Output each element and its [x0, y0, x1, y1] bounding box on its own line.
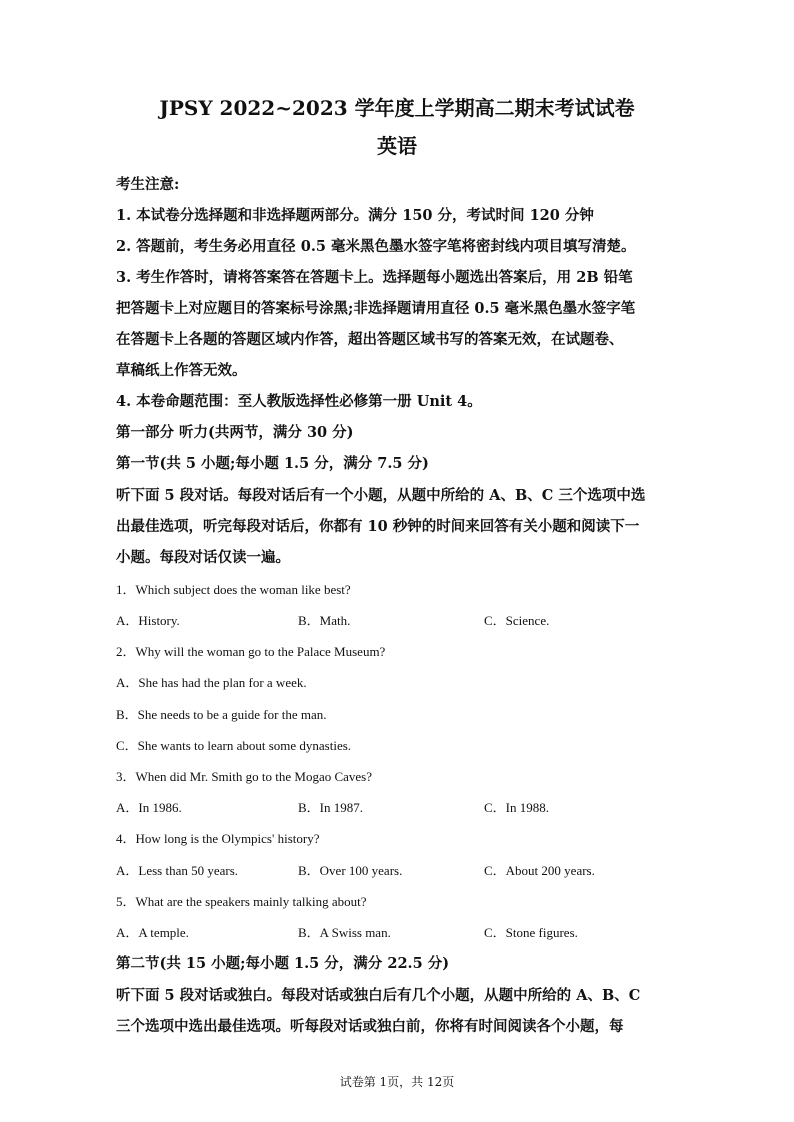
- notice-item: 3. 考生作答时，请将答案答在答题卡上。选择题每小题选出答案后，用 2B 铅笔: [116, 269, 633, 286]
- option-a: A．In 1986.: [116, 800, 182, 815]
- exam-title: JPSY 2022~2023 学年度上学期高二期末考试试卷: [159, 96, 635, 120]
- option-a: A．She has had the plan for a week.: [116, 675, 307, 690]
- option-c: C．About 200 years.: [484, 863, 595, 878]
- notice-heading: 考生注意:: [116, 176, 180, 193]
- notice-item: 2. 答题前，考生务必用直径 0.5 毫米黑色墨水签字笔将密封线内项目填写清楚。: [116, 238, 636, 255]
- question-stem: 1．Which subject does the woman like best?: [116, 582, 351, 597]
- option-b: B．Over 100 years.: [298, 863, 403, 878]
- option-b: B．She needs to be a guide for the man.: [116, 707, 327, 722]
- notice-item: 1. 本试卷分选择题和非选择题两部分。满分 150 分，考试时间 120 分钟: [116, 207, 594, 224]
- section2-heading: 第二节(共 15 小题;每小题 1.5 分，满分 22.5 分): [116, 955, 450, 972]
- section2-instruction: 听下面 5 段对话或独白。每段对话或独白后有几个小题，从题中所给的 A、B、C: [116, 987, 641, 1004]
- option-b: B．Math.: [298, 613, 351, 628]
- section1-heading: 第一节(共 5 小题;每小题 1.5 分，满分 7.5 分): [116, 455, 429, 472]
- option-a: A．History.: [116, 613, 180, 628]
- option-c: C．She wants to learn about some dynasties.: [116, 738, 352, 753]
- exam-subject: 英语: [377, 134, 417, 158]
- part1-heading: 第一部分 听力(共两节，满分 30 分): [116, 424, 354, 441]
- option-c: C．Stone figures.: [484, 925, 578, 940]
- notice-item: 在答题卡上各题的答题区域内作答，超出答题区域书写的答案无效，在试题卷、: [116, 331, 624, 348]
- option-c: C．In 1988.: [484, 800, 550, 815]
- option-b: B．In 1987.: [298, 800, 364, 815]
- option-b: B．A Swiss man.: [298, 925, 391, 940]
- option-a: A．Less than 50 years.: [116, 863, 239, 878]
- notice-item: 把答题卡上对应题目的答案标号涂黑;非选择题请用直径 0.5 毫米黑色墨水签字笔: [116, 300, 636, 317]
- section2-instruction: 三个选项中选出最佳选项。听每段对话或独白前，你将有时间阅读各个小题，每: [116, 1018, 624, 1035]
- page-footer: 试卷第 1页，共 12页: [339, 1075, 455, 1089]
- question-stem: 2．Why will the woman go to the Palace Museum?: [116, 644, 386, 659]
- question-stem: 4．How long is the Olympics' history?: [116, 831, 320, 846]
- section1-instruction: 听下面 5 段对话。每段对话后有一个小题，从题中所给的 A、B、C 三个选项中选: [116, 487, 646, 504]
- question-stem: 5．What are the speakers mainly talking about?: [116, 894, 367, 909]
- option-a: A．A temple.: [116, 925, 189, 940]
- option-c: C．Science.: [484, 613, 550, 628]
- question-stem: 3．When did Mr. Smith go to the Mogao Caves?: [116, 769, 373, 784]
- notice-item: 4. 本卷命题范围：至人教版选择性必修第一册 Unit 4。: [116, 393, 482, 410]
- notice-item: 草稿纸上作答无效。: [116, 362, 247, 379]
- section1-instruction: 小题。每段对话仅读一遍。: [116, 549, 290, 566]
- section1-instruction: 出最佳选项，听完每段对话后，你都有 10 秒钟的时间来回答有关小题和阅读下一: [116, 518, 640, 535]
